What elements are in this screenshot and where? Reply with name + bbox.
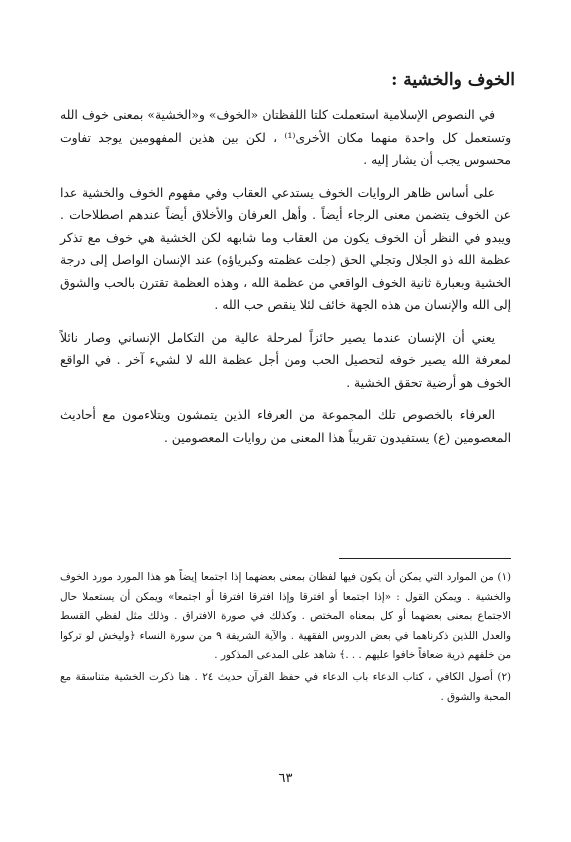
paragraph: على أساس ظاهر الروايات الخوف يستدعي العقاب وفي مفهوم الخوف والخشية عدا عن الخوف يتضمن معنى الرجاء أيضاً . وأهل العرفان والأخلاق أيضاً عندهم اصطلاحات . ويبدو في النظر أن الخوف يكون من العقاب وما شابهه لكن الخشية هي خوف مع تذكر عظمة الله ذو الجلال وتجلي الحق (جلت عظمته وكبرياؤه) عند الإنسان الواصل إلى درجة الخشية وبعبارة ثانية الخوف الواقعي من عظمة الله ، وهذه العظمة تقترن بالحب والشوق إلى الله والإنسان من هذه الجهة خائف لئلا ينقص حب الله . xyxy=(60,185,511,312)
page-number: ٦٣ xyxy=(278,771,293,786)
footnote-text: من الموارد التي يمكن أن يكون فيها لفظان بمعنى بعضهما إذا اجتمعا إيضاً هو هذا المورد مورد الخوف والخشية . ويمكن القول : «إذا اجتمعا أو افترقا وإذا افترقا افترقا أو اجتمعا» ويمكن أن يستعملا حال الاجتماع بمعنى بعضهما أو كل بمعناه المختص . وكذلك في صورة الافتراق . وذلك مثل لفظي القسط والعدل اللذين ذكرناهما في بعض الدروس الفقهية . والآية الشريفة ٩ من سورة النساء ﴿وليخش لو تركوا من خلفهم ذرية ضعافاً خافوا عليهم . . .﴾ شاهد على المدعى المذكور . xyxy=(60,571,512,662)
footnote xyxy=(60,668,511,707)
section-heading: الخوف والخشية : xyxy=(391,70,515,90)
footnote-marker: (١) xyxy=(497,571,511,583)
paragraph: العرفاء بالخصوص تلك المجموعة من العرفاء الذين يتمشون ويتلاءمون مع أحاديث المعصومين (ع) يستفيدون تقريباً هذا المعنى من روايات المعصومين . xyxy=(60,408,511,445)
paragraph: يعني أن الإنسان عندما يصير حائزاً لمرحلة عالية من التكامل الإنساني وصار نائلاً لمعرفة الله يصير خوفه لتحصيل الحب ومن أجل عظمة الله لا لشيء آخر . في الواقع الخوف هو أرضية تحقق الخشية . xyxy=(60,330,511,390)
footnote-text: أصول الكافي ، كتاب الدعاء باب الدعاء في حفظ القرآن حديث ٢٤ . هنا ذكرت الخشية متناسقة مع المحبة والشوق . xyxy=(60,670,511,703)
paragraph: في النصوص الإسلامية استعملت كلتا اللفظتان «الخوف» و«الخشية» بمعنى خوف الله وتستعمل كل واحدة منهما مكان الأخرى⁽¹⁾ ، لكن بين هذين المفهومين يوجد تفاوت محسوس يجب أن يشار إليه . xyxy=(60,108,512,167)
footnote xyxy=(60,568,511,666)
footnote-marker: (٢) xyxy=(497,670,511,683)
footnotes xyxy=(60,568,511,709)
body-text xyxy=(60,104,511,459)
footnote-divider xyxy=(339,558,511,559)
